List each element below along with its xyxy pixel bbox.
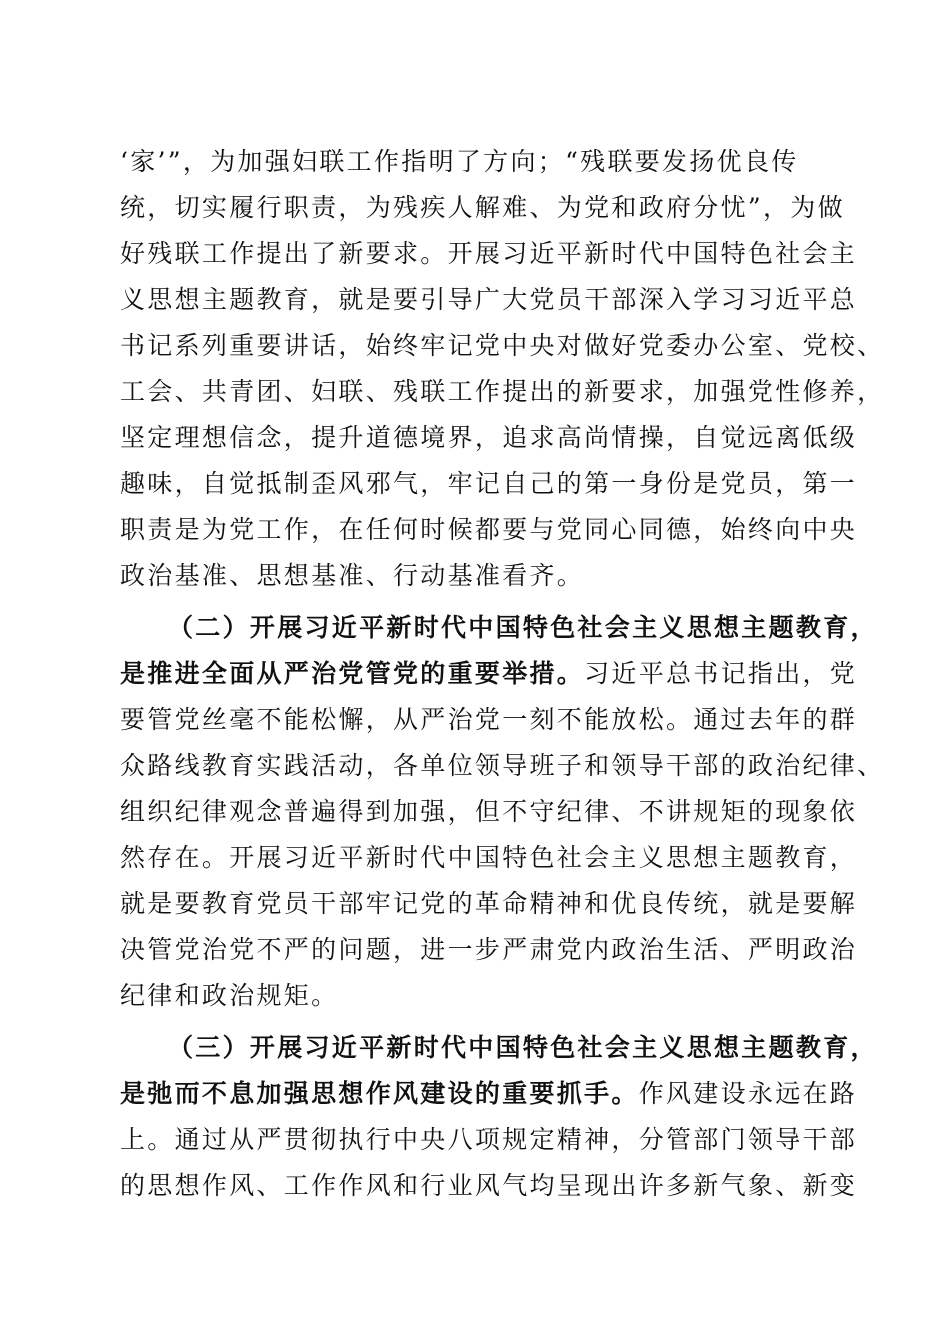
paragraph-line: 政治基准、思想基准、行动基准看齐。	[120, 561, 585, 590]
section-heading: （三）开展习近平新时代中国特色社会主义思想主题教育，	[168, 1033, 878, 1062]
paragraph-line: 好残联工作提出了新要求。开展习近平新时代中国特色社会主	[120, 239, 858, 268]
paragraph-line	[120, 1072, 858, 1116]
paragraph-line: 工会、共青团、妇联、残联工作提出的新要求，加强党性修养，	[120, 377, 885, 406]
paragraph-line: 纪律和政治规矩。	[120, 981, 339, 1010]
paragraph-line: 众路线教育实践活动，各单位领导班子和领导干部的政治纪律、	[120, 751, 885, 780]
paragraph-line: 的思想作风、工作作风和行业风气均呈现出许多新气象、新变	[120, 1171, 858, 1200]
paragraph-line	[120, 652, 858, 696]
paragraph-line: 就是要教育党员干部牢记党的革命精神和优良传统，就是要解	[120, 889, 858, 918]
paragraph-line: 书记系列重要讲话，始终牢记党中央对做好党委办公室、党校、	[120, 331, 885, 360]
section-heading-continued: 是推进全面从严治党管党的重要举措。	[120, 659, 585, 688]
paragraph-line: 职责是为党工作，在任何时候都要与党同心同德，始终向中央	[120, 515, 858, 544]
paragraph-line: 然存在。开展习近平新时代中国特色社会主义思想主题教育，	[120, 843, 858, 872]
paragraph-line: ‘家’”，为加强妇联工作指明了方向；“残联要发扬优良传	[120, 147, 799, 176]
paragraph-line: 趣味，自觉抵制歪风邪气，牢记自己的第一身份是党员，第一	[120, 469, 858, 498]
paragraph-text: 习近平总书记指出，党	[584, 659, 858, 688]
paragraph-line: 上。通过从严贯彻执行中央八项规定精神，分管部门领导干部	[120, 1125, 858, 1154]
paragraph-line: 组织纪律观念普遍得到加强，但不守纪律、不讲规矩的现象依	[120, 797, 858, 826]
paragraph-line: 统，切实履行职责，为残疾人解难、为党和政府分忧”，为做	[120, 193, 845, 222]
paragraph-text: 作风建设永远在路	[638, 1079, 858, 1108]
paragraph-line: 义思想主题教育，就是要引导广大党员干部深入学习习近平总	[120, 285, 858, 314]
paragraph-line: 要管党丝毫不能松懈，从严治党一刻不能放松。通过去年的群	[120, 705, 858, 734]
paragraph-line: 决管党治党不严的问题，进一步严肃党内政治生活、严明政治	[120, 935, 858, 964]
paragraph-line: 坚定理想信念，提升道德境界，追求高尚情操，自觉远离低级	[120, 423, 858, 452]
section-heading: （二）开展习近平新时代中国特色社会主义思想主题教育，	[168, 613, 878, 642]
section-heading-continued: 是弛而不息加强思想作风建设的重要抓手。	[120, 1079, 639, 1108]
